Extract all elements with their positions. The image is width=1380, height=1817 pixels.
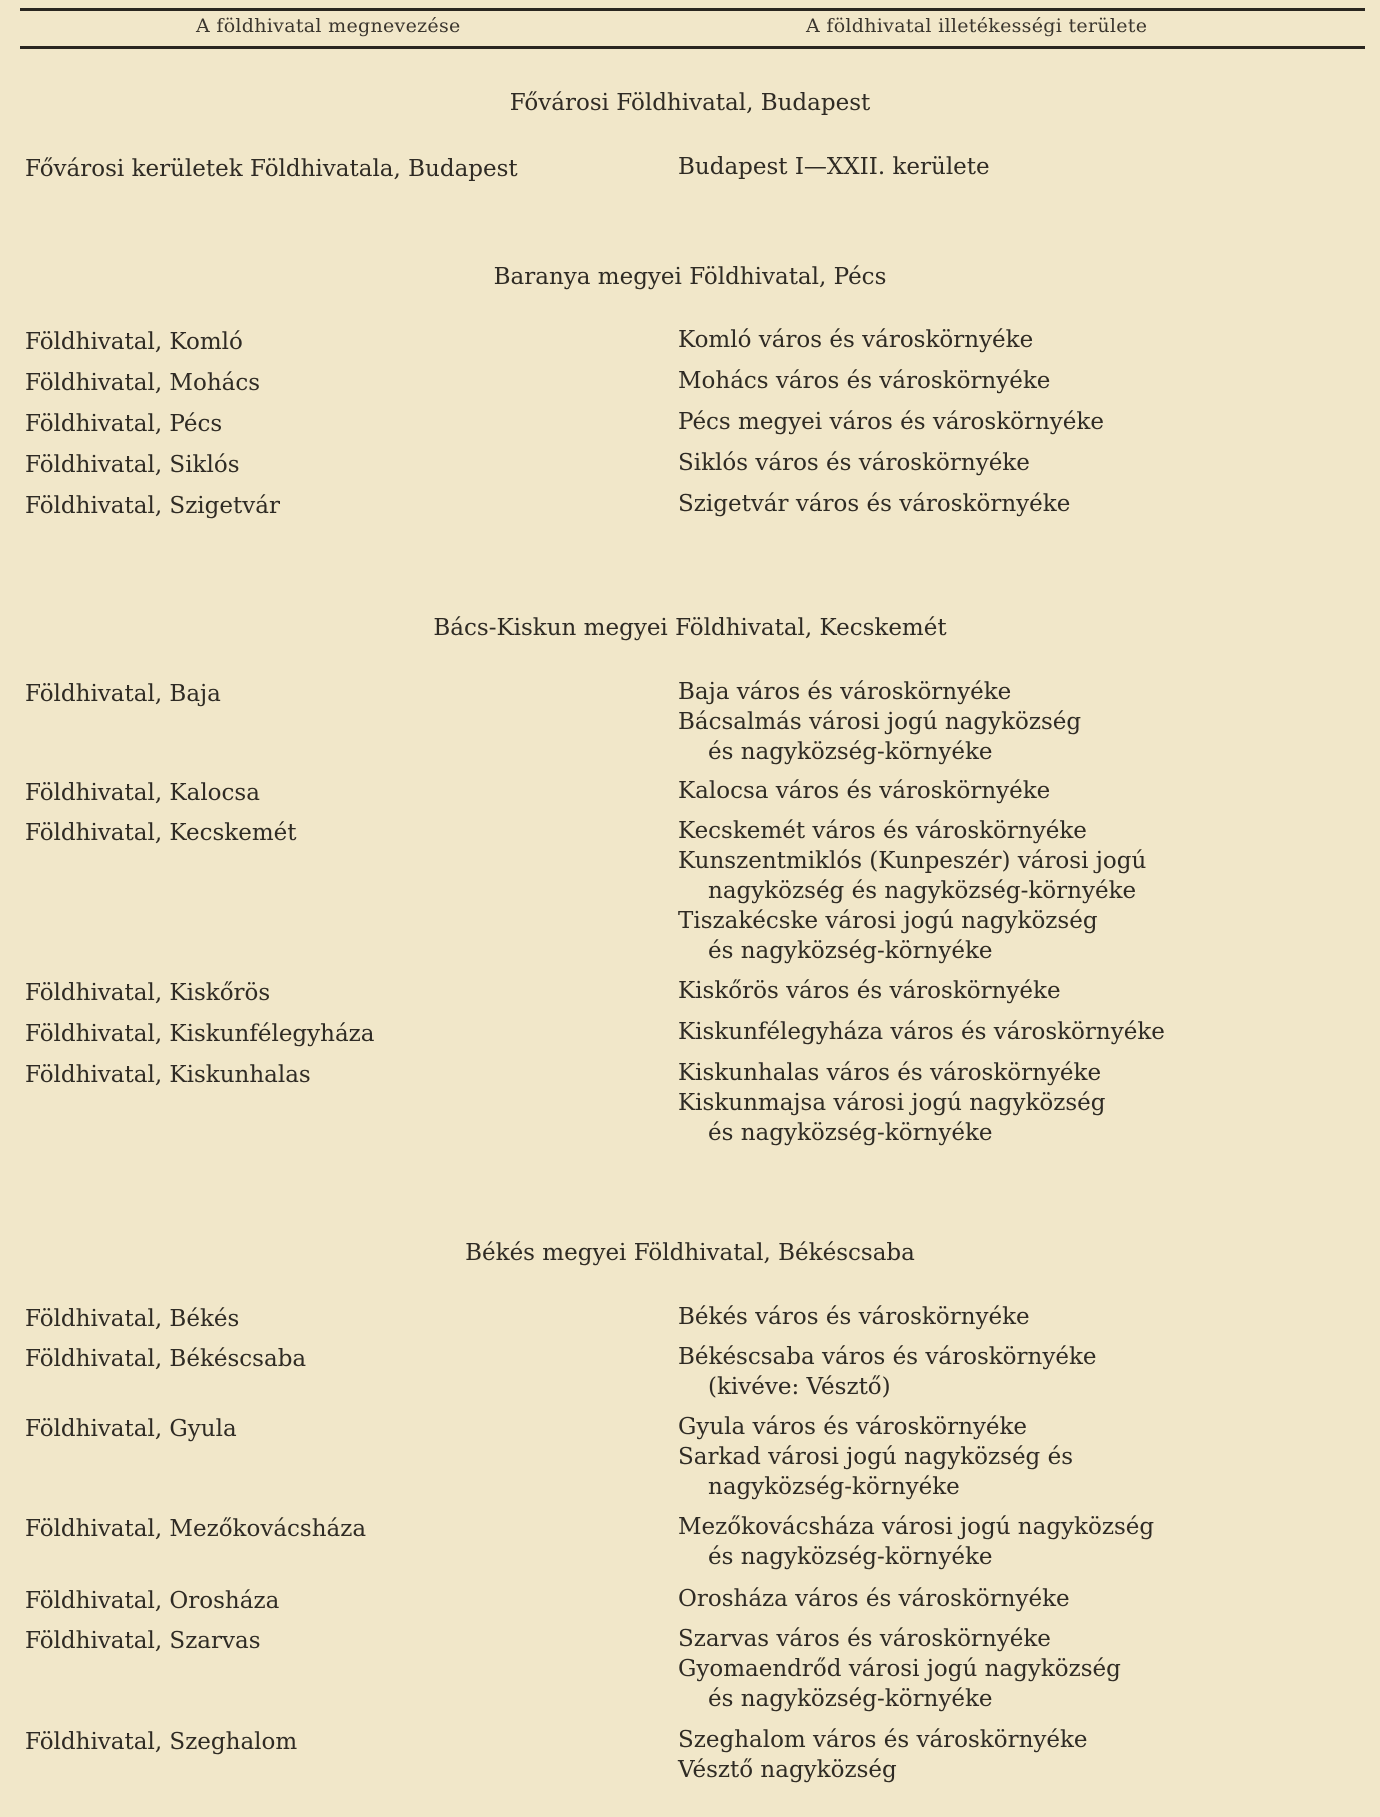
office-name: Földhivatal, Siklós bbox=[25, 452, 240, 478]
jurisdiction-line: Bácsalmás városi jogú nagyközség bbox=[678, 709, 1082, 735]
jurisdiction bbox=[678, 1512, 1154, 1572]
office-name: Földhivatal, Kiskunfélegyháza bbox=[25, 1021, 375, 1047]
jurisdiction-line: Gyomaendrőd városi jogú nagyközség bbox=[678, 1656, 1121, 1682]
section-title-budapest: Fővárosi Földhivatal, Budapest bbox=[509, 90, 871, 116]
office-name: Földhivatal, Orosháza bbox=[25, 1588, 280, 1614]
jurisdiction bbox=[678, 1058, 1106, 1148]
jurisdiction bbox=[678, 1017, 1165, 1047]
jurisdiction-line: és nagyközség-környéke bbox=[708, 938, 993, 964]
jurisdiction-line: Kunszentmiklós (Kunpeszér) városi jogú bbox=[678, 848, 1147, 874]
office-name: Földhivatal, Gyula bbox=[25, 1416, 237, 1442]
jurisdiction bbox=[678, 448, 1030, 478]
jurisdiction-line: Mohács város és városkörnyéke bbox=[678, 368, 1051, 394]
jurisdiction bbox=[678, 489, 1070, 519]
jurisdiction-line: Mezőkovácsháza városi jogú nagyközség bbox=[678, 1514, 1155, 1540]
jurisdiction-line: Pécs megyei város és városkörnyéke bbox=[678, 409, 1104, 435]
jurisdiction bbox=[678, 407, 1104, 437]
jurisdiction-line: Gyula város és városkörnyéke bbox=[678, 1414, 1028, 1440]
jurisdiction-line: Békés város és városkörnyéke bbox=[678, 1304, 1030, 1330]
jurisdiction-line: Vésztő nagyközség bbox=[678, 1757, 897, 1783]
jurisdiction-line: Szigetvár város és városkörnyéke bbox=[678, 491, 1071, 517]
office-name: Földhivatal, Komló bbox=[25, 329, 243, 355]
section-title-baranya: Baranya megyei Földhivatal, Pécs bbox=[493, 264, 887, 290]
jurisdiction bbox=[678, 976, 1061, 1006]
jurisdiction-line: Kalocsa város és városkörnyéke bbox=[678, 778, 1051, 804]
office-name: Földhivatal, Mohács bbox=[25, 370, 261, 396]
jurisdiction-line: nagyközség és nagyközség-környéke bbox=[708, 878, 1137, 904]
office-name: Földhivatal, Mezőkovácsháza bbox=[25, 1516, 367, 1542]
jurisdiction bbox=[678, 1725, 1088, 1785]
jurisdiction-line: Siklós város és városkörnyéke bbox=[678, 450, 1030, 476]
header-rule bbox=[20, 46, 1365, 49]
jurisdiction-line: és nagyközség-környéke bbox=[708, 1120, 993, 1146]
office-name: Földhivatal, Békéscsaba bbox=[25, 1346, 307, 1372]
jurisdiction-line: Tiszakécske városi jogú nagyközség bbox=[678, 908, 1098, 934]
jurisdiction bbox=[678, 366, 1050, 396]
jurisdiction bbox=[678, 152, 990, 182]
jurisdiction-line: Szeghalom város és városkörnyéke bbox=[678, 1727, 1088, 1753]
office-name: Földhivatal, Pécs bbox=[25, 411, 223, 437]
jurisdiction bbox=[678, 816, 1146, 966]
office-name: Földhivatal, Békés bbox=[25, 1306, 240, 1332]
jurisdiction bbox=[678, 325, 1033, 355]
jurisdiction bbox=[678, 1412, 1073, 1502]
office-name: Földhivatal, Szigetvár bbox=[25, 493, 280, 519]
jurisdiction-line: Kiskunhalas város és városkörnyéke bbox=[678, 1060, 1102, 1086]
jurisdiction-line: Kecskemét város és városkörnyéke bbox=[678, 818, 1087, 844]
jurisdiction-line: és nagyközség-környéke bbox=[708, 739, 993, 765]
office-name: Földhivatal, Szarvas bbox=[25, 1628, 261, 1654]
office-name: Földhivatal, Kiskőrös bbox=[25, 980, 271, 1006]
jurisdiction-line: Békéscsaba város és városkörnyéke bbox=[678, 1344, 1097, 1370]
jurisdiction-line: (kivéve: Vésztő) bbox=[708, 1374, 891, 1400]
office-name: Földhivatal, Kalocsa bbox=[25, 780, 260, 806]
jurisdiction-line: Orosháza város és városkörnyéke bbox=[678, 1586, 1070, 1612]
jurisdiction-line: nagyközség-környéke bbox=[708, 1474, 960, 1500]
jurisdiction bbox=[678, 1302, 1030, 1332]
jurisdiction-line: Baja város és városkörnyéke bbox=[678, 679, 1012, 705]
jurisdiction-line: és nagyközség-környéke bbox=[708, 1686, 993, 1712]
office-name: Földhivatal, Szeghalom bbox=[25, 1729, 298, 1755]
jurisdiction bbox=[678, 776, 1050, 806]
header-area-column: A földhivatal illetékességi területe bbox=[806, 15, 1148, 37]
table-header bbox=[0, 10, 1380, 44]
office-name: Fővárosi kerületek Földhivatala, Budapest bbox=[25, 156, 518, 182]
section-title-bacs-kiskun: Bács-Kiskun megyei Földhivatal, Kecskemét bbox=[433, 615, 947, 641]
office-name: Földhivatal, Baja bbox=[25, 681, 221, 707]
office-name: Földhivatal, Kiskunhalas bbox=[25, 1062, 311, 1088]
jurisdiction bbox=[678, 677, 1081, 767]
jurisdiction-line: Komló város és városkörnyéke bbox=[678, 327, 1034, 353]
jurisdiction-line: és nagyközség-környéke bbox=[708, 1544, 993, 1570]
jurisdiction bbox=[678, 1342, 1097, 1402]
office-name: Földhivatal, Kecskemét bbox=[25, 820, 297, 846]
jurisdiction-line: Sarkad városi jogú nagyközség és bbox=[678, 1444, 1073, 1470]
jurisdiction bbox=[678, 1584, 1070, 1614]
jurisdiction-line: Kiskőrös város és városkörnyéke bbox=[678, 978, 1061, 1004]
jurisdiction bbox=[678, 1624, 1121, 1714]
jurisdiction-line: Kiskunfélegyháza város és városkörnyéke bbox=[678, 1019, 1165, 1045]
header-office-column: A földhivatal megnevezése bbox=[196, 15, 461, 37]
jurisdiction-line: Budapest I—XXII. kerülete bbox=[678, 154, 990, 180]
section-title-bekes: Békés megyei Földhivatal, Békéscsaba bbox=[465, 1240, 915, 1266]
jurisdiction-line: Szarvas város és városkörnyéke bbox=[678, 1626, 1051, 1652]
jurisdiction-line: Kiskunmajsa városi jogú nagyközség bbox=[678, 1090, 1106, 1116]
